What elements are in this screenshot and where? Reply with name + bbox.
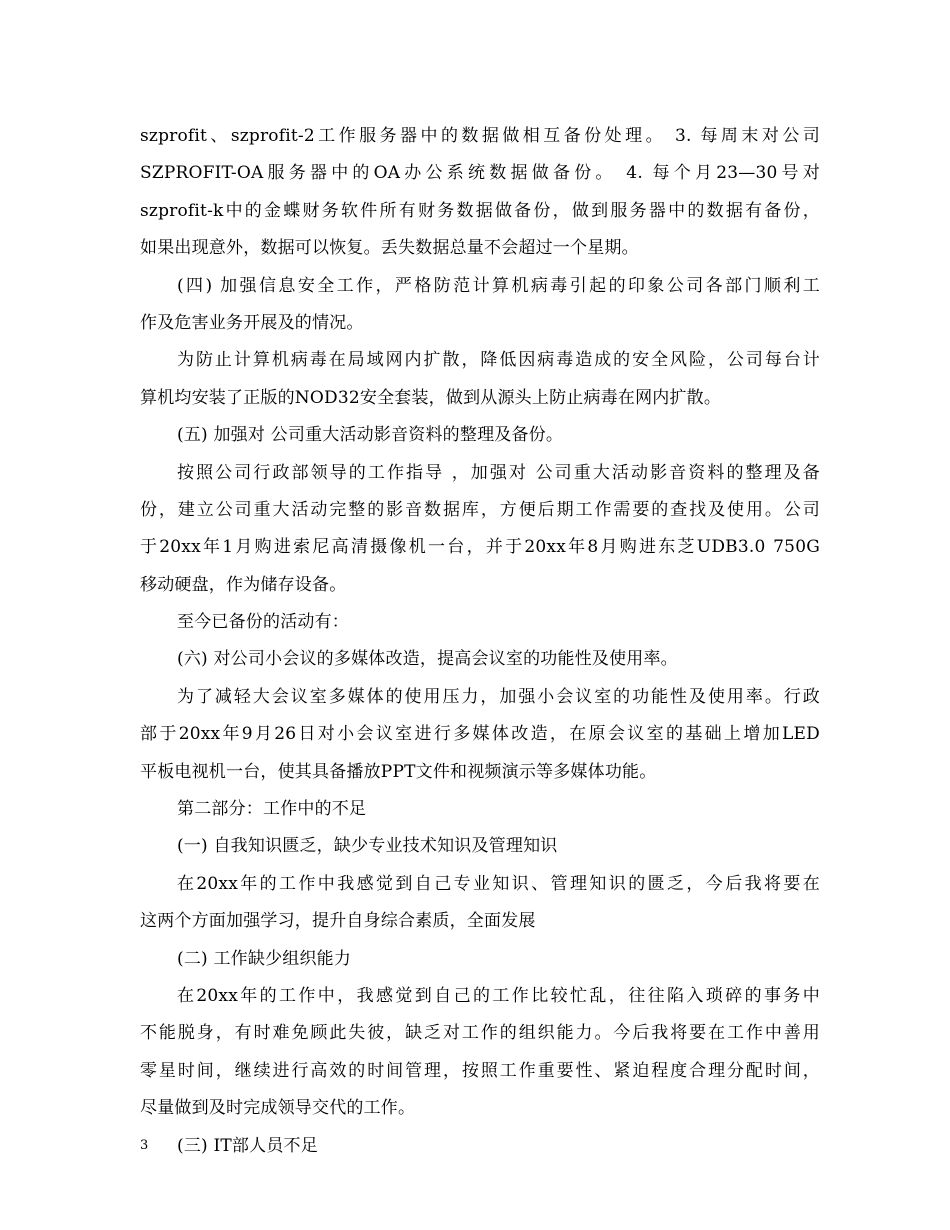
body-line-1: szprofit、szprofit-2工作服务器中的数据做相互备份处理。 3. 每周末对公司: [140, 126, 820, 146]
section-heading-5: (五) 加强对 公司重大活动影音资料的整理及备份。: [177, 425, 564, 446]
section-heading-6: (六) 对公司小会议的多媒体改造，提高会议室的功能性及使用率。: [177, 649, 678, 670]
body-line-27: 尽量做到及时完成领导交代的工作。: [140, 1098, 416, 1119]
body-line-2: SZPROFIT-OA服务器中的OA办公系统数据做备份。 4. 每个月23—30号对: [140, 163, 820, 184]
page-number: 3: [140, 1138, 149, 1153]
body-line-26: 零星时间，继续进行高效的时间管理，按照工作重要性、紧迫程度合理分配时间，: [140, 1060, 820, 1081]
body-line-4: 如果出现意外，数据可以恢复。丢失数据总量不会超过一个星期。: [140, 238, 639, 259]
subsection-heading-2: (二) 工作缺少组织能力: [177, 948, 352, 969]
body-line-13: 移动硬盘，作为储存设备。: [140, 574, 347, 595]
body-line-25: 不能脱身，有时难免顾此失彼，缺乏对工作的组织能力。今后我将要在工作中善用: [140, 1023, 820, 1044]
document-body: [140, 118, 820, 1165]
body-line-21: 在20xx年的工作中我感觉到自己专业知识、管理知识的匮乏，今后我将要在: [177, 873, 820, 894]
section-heading-4: (四) 加强信息安全工作，严格防范计算机病毒引起的印象公司各部门顺利工: [177, 275, 820, 296]
body-line-11: 份，建立公司重大活动完整的影音数据库，方便后期工作需要的查找及使用。公司: [140, 499, 820, 520]
body-line-16: 为了减轻大会议室多媒体的使用压力，加强小会议室的功能性及使用率。行政: [177, 686, 820, 707]
body-line-3: szprofit-k中的金蝶财务软件所有财务数据做备份，做到服务器中的数据有备份，: [140, 200, 820, 221]
body-line-17: 部于20xx年9月26日对小会议室进行多媒体改造，在原会议室的基础上增加LED: [140, 724, 820, 745]
body-line-18: 平板电视机一台，使其具备播放PPT文件和视频演示等多媒体功能。: [140, 761, 657, 782]
subsection-heading-3: (三) IT部人员不足: [177, 1135, 318, 1156]
body-line-14: 至今已备份的活动有：: [177, 612, 349, 633]
subsection-heading-1: (一) 自我知识匮乏，缺少专业技术知识及管理知识: [177, 836, 558, 857]
body-line-22: 这两个方面加强学习，提升自身综合素质，全面发展: [140, 911, 536, 932]
body-line-6: 作及危害业务开展及的情况。: [140, 312, 364, 333]
body-line-8: 算机均安装了正版的NOD32安全套装，做到从源头上防止病毒在网内扩散。: [140, 387, 722, 408]
body-line-7: 为防止计算机病毒在局域网内扩散，降低因病毒造成的安全风险，公司每台计: [177, 350, 820, 371]
body-line-24: 在20xx年的工作中，我感觉到自己的工作比较忙乱，往往陷入琐碎的事务中: [177, 985, 820, 1006]
body-line-12: 于20xx年1月购进索尼高清摄像机一台，并于20xx年8月购进东芝UDB3.0 750G: [140, 537, 820, 558]
body-line-10: 按照公司行政部领导的工作指导 ，加强对 公司重大活动影音资料的整理及备: [177, 462, 820, 483]
part-heading-2: 第二部分：工作中的不足: [177, 799, 367, 820]
